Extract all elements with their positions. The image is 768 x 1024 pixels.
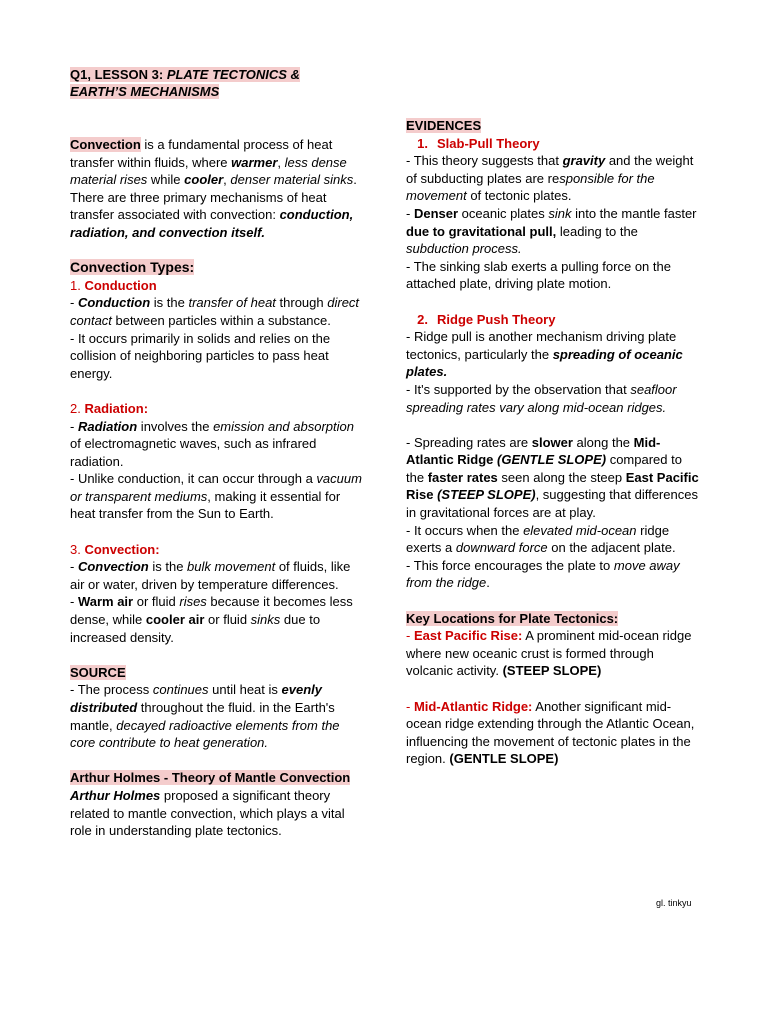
convection-term: Convection [70, 137, 141, 152]
document-title [70, 66, 366, 100]
slab-pull-paragraph-2: - Denser oceanic plates sink into the mantle faster due to gravitational pull, leading to the subduction process. [406, 205, 697, 257]
convection-paragraph-2: - Warm air or fluid rises because it becomes less dense, while cooler air or fluid sinks due to increased density. [70, 594, 353, 645]
convection-paragraph-1: - Convection is the bulk movement of fluids, like air or water, driven by temperature differences. [70, 559, 351, 592]
source-heading: SOURCE [70, 664, 126, 680]
slab-pull-heading: 1. Slab-Pull Theory [417, 135, 540, 151]
footer-credit: gl. tinkyu [656, 898, 692, 908]
left-column [70, 66, 366, 840]
convection-types-heading: Convection Types: [70, 259, 195, 276]
conduction-heading: 1. Conduction [70, 277, 157, 293]
mid-atlantic-ridge-paragraph: - Mid-Atlantic Ridge: Another significant mid-ocean ridge extending through the Atlantic Ocean, influencing the movement of tectonic plates in the region. (GENTLE SLOPE) [406, 698, 695, 767]
title-italic-2: EARTH’S MECHANISMS [70, 84, 220, 99]
title-prefix: Q1, LESSON 3: [70, 67, 167, 82]
evidences-heading: EVIDENCES [406, 118, 482, 133]
ridge-push-heading: 2. Ridge Push Theory [417, 311, 556, 327]
title-italic-1: PLATE TECTONICS & [166, 67, 300, 82]
conduction-paragraph-1: - Conduction is the transfer of heat through direct contact between particles within a substance. [70, 295, 360, 328]
ridge-push-paragraph-3: - Spreading rates are slower along the Mid-Atlantic Ridge (GENTLE SLOPE) compared to the faster rates seen along the steep East Pacific Rise (STEEP SLOPE), suggesting that differences in gravitational forces are at play. [406, 434, 699, 521]
ridge-push-paragraph-4: - It occurs when the elevated mid-ocean ridge exerts a downward force on the adjacent plate. [406, 522, 676, 556]
ridge-push-paragraph-2: - It's supported by the observation that seafloor spreading rates vary along mid-ocean ridges. [406, 381, 677, 415]
ridge-push-paragraph-5: - This force encourages the plate to move away from the ridge. [406, 557, 680, 591]
radiation-paragraph-1: - Radiation involves the emission and absorption of electromagnetic waves, such as infrared radiation. [70, 418, 354, 469]
intro-paragraph: Convection is a fundamental process of heat transfer within fluids, where warmer, less dense material rises while cooler, denser material sinks. There are three primary mechanisms of heat transfer associated with convection: conduction, radiation, and convection itself. [70, 137, 357, 240]
holmes-paragraph: Arthur Holmes proposed a significant theory related to mantle convection, which plays a vital role in understanding plate tectonics. [70, 787, 345, 839]
key-locations-heading: Key Locations for Plate Tectonics: [406, 610, 619, 626]
east-pacific-rise-paragraph: - East Pacific Rise: A prominent mid-ocean ridge where new oceanic crust is formed through volcanic activity. (STEEP SLOPE) [406, 628, 692, 679]
convection-heading: 3. Convection: [70, 541, 160, 557]
radiation-heading: 2. Radiation: [70, 400, 149, 416]
source-paragraph: - The process continues until heat is evenly distributed throughout the fluid. in the Earth's mantle, decayed radioactive elements from the core contribute to heat generation. [70, 682, 340, 751]
radiation-paragraph-2: - Unlike conduction, it can occur through a vacuum or transparent mediums, making it essential for heat transfer from the Sun to Earth. [70, 471, 362, 522]
holmes-heading: Arthur Holmes - Theory of Mantle Convection [70, 770, 351, 786]
slab-pull-paragraph-3: - The sinking slab exerts a pulling force on the attached plate, driving plate motion. [406, 258, 671, 292]
right-column [406, 117, 702, 768]
ridge-push-paragraph-1: - Ridge pull is another mechanism driving plate tectonics, particularly the spreading of oceanic plates. [406, 329, 683, 380]
conduction-paragraph-2: - It occurs primarily in solids and relies on the collision of neighboring particles to pass heat energy. [70, 330, 331, 381]
slab-pull-paragraph-1: - This theory suggests that gravity and the weight of subducting plates are responsible for the movement of tectonic plates. [406, 153, 694, 204]
